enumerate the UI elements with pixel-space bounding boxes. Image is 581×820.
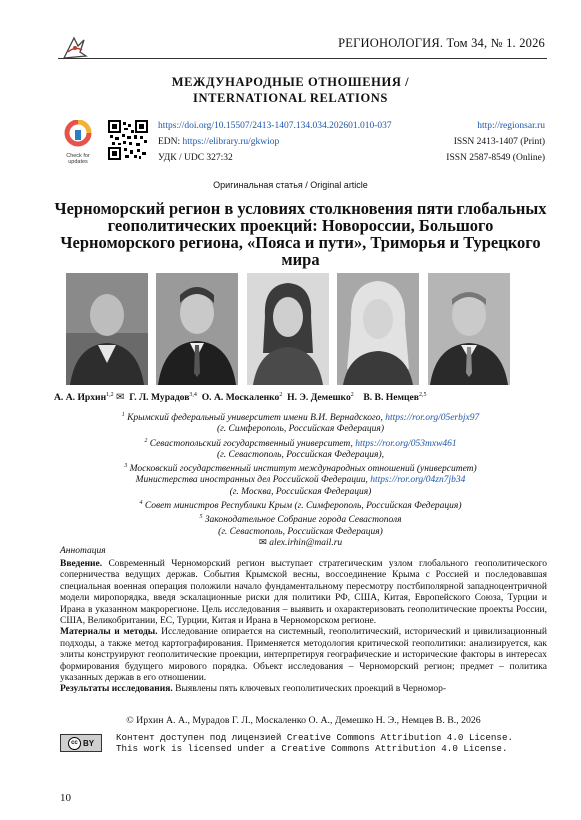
doi-link[interactable]: https://doi.org/10.15507/2413-1407.134.034.202601.010-037 (158, 121, 392, 131)
cc-by-license-badge[interactable] (60, 734, 102, 752)
author-affil-ref: 3,4 (189, 392, 197, 398)
ror-link-3[interactable]: https://ror.org/04zn7jb34 (370, 475, 466, 486)
author-name[interactable]: В. В. Немцев (363, 392, 419, 404)
check-updates-icon (60, 120, 96, 148)
edn-link[interactable]: https://elibrary.ru/gkwiop (182, 137, 280, 147)
license-en: This work is licensed under a Creative Commons Attribution 4.0 License. (116, 742, 508, 754)
abstract-methods: Материалы и методы. Исследование опирается на системный, геополитический, исторический и цивилизационный подходы, а также метод картографирования. Применяется методология критической геополитики: анализируется, как элиты конструируют геополитические проекции, интерпретируя географические и исторические факторы в интересах формирования будущего мирового порядка. Объект исследования – Черноморский регион; предмет – политика указанных держав в его отношении. (60, 627, 548, 684)
cc-badge-by: BY (82, 738, 95, 748)
affiliation-3: $^3$ Московский государственный институт международных отношений (университет) (124, 463, 477, 475)
copyright-notice: © Ирхин А. А., Мурадов Г. Л., Москаленко О. А., Демешко Н. Э., Немцев В. В., 2026 (126, 715, 481, 726)
abstract-results: Результаты исследования. Выявлены пять ключевых геополитических проекций в Черномор- (60, 684, 447, 695)
affiliation-3-city: (г. Москва, Российская Федерация) (229, 486, 372, 497)
license-text (116, 733, 513, 754)
affiliation-1-city: (г. Симферополь, Российская Федерация) (216, 424, 385, 435)
corresponding-email[interactable]: alex.irhin@mail.ru (269, 537, 343, 548)
author-photo-moskalenko (247, 273, 329, 385)
cc-icon: cc (68, 737, 81, 750)
affiliation-1: $^1$ Крымский федеральный университет имени В.И. Вернадского, https://ror.org/05erbjx97 (121, 412, 480, 424)
article-type: Оригинальная статья / Original article (213, 180, 368, 190)
check-updates-label: Check for updates (66, 153, 90, 165)
qr-code-icon (108, 120, 148, 160)
abstract-results-label: Результаты исследования. (60, 684, 173, 695)
section-title-ru: МЕЖДУНАРОДНЫЕ ОТНОШЕНИЯ / (171, 75, 410, 89)
ror-link-2[interactable]: https://ror.org/053mxw461 (355, 438, 457, 449)
section-title-en: INTERNATIONAL RELATIONS (193, 91, 388, 105)
author-name[interactable]: А. А. Ирхин (54, 392, 107, 404)
ror-link-1[interactable]: https://ror.org/05erbjx97 (385, 413, 480, 424)
corresponding-email-line (60, 538, 541, 549)
author-photo-irkhin (66, 273, 148, 385)
author-list (54, 392, 547, 403)
author-photo-nemtsev (428, 273, 510, 385)
abstract-introduction: Введение. Современный Черноморский регион выступает стратегическим узлом глобального геополитического соперничества ведущих держав. События Крымской весны, воссоединение Крыма с Россией и последовавшая специальная военная операция положили начало фундаментальному пересмотру постбиполярной западноцентричной модели миропорядка, введя эскалационные риски для политики РФ, США, Китая, Европейского Союза, Турции и Ирана в указанном макрорегионе. Цель исследования – выявить и охарактеризовать геополитические проекты России, США, Великобритании, ЕС, Турции, Китая и Ирана в Черноморском регионе. (60, 559, 547, 627)
author-name[interactable]: Н. Э. Демешко (287, 392, 351, 404)
affiliation-3-ministry: Министерства иностранных дел Российской Федерации, https://ror.org/04zn7jb34 (135, 475, 466, 486)
abstract-intro-label: Введение. (60, 559, 103, 569)
affiliation-4: $^4$ Совет министров Республики Крым (г. Симферополь, Российская Федерация) (139, 499, 462, 512)
edn-label: EDN: (158, 137, 181, 147)
abstract-methods-label: Материалы и методы. (60, 627, 158, 638)
abstract-body (60, 559, 547, 696)
envelope-icon[interactable]: ✉ (116, 392, 125, 404)
abstract-heading: Аннотация (60, 546, 106, 556)
author-name[interactable]: Г. Л. Мурадов (129, 392, 190, 404)
affiliations (60, 410, 541, 549)
affiliation-2-city: (г. Севастополь, Российская Федерация), (216, 449, 385, 460)
affiliation-5: $^5$ Законодательное Собрание города Севастополя (199, 514, 402, 526)
issn-online: ISSN 2587-8549 (Online) (446, 153, 545, 163)
header-divider (58, 58, 547, 59)
author-affil-ref: 2,5 (418, 392, 427, 398)
author-photo-demeshko (337, 273, 419, 385)
envelope-icon: ✉ (258, 537, 267, 548)
check-for-updates-badge[interactable] (60, 120, 96, 165)
issn-print: ISSN 2413-1407 (Print) (453, 137, 545, 147)
author-affil-ref: 2 (279, 392, 283, 398)
affiliation-5-city: (г. Севастополь, Российская Федерация) (218, 526, 383, 537)
author-affil-ref: 2 (350, 392, 354, 398)
article-title: Черноморский регион в условиях столкновения пяти глобальных геополитических проекций: Новороссии, Большого Черноморского региона, «Пояса и пути», Триморья и Турецкого мира (54, 199, 547, 269)
page-number: 10 (60, 792, 71, 804)
affiliation-2: $^2$ Севастопольский государственный университет, https://ror.org/053mxw461 (144, 437, 457, 449)
edn-line (158, 134, 279, 150)
author-photo-muradov (156, 273, 238, 385)
license-ru: Контент доступен под лицензией Creative Commons Attribution 4.0 License. (116, 732, 513, 743)
author-affil-ref: 1,2 (106, 392, 114, 398)
udk-code: УДК / UDC 327:32 (158, 153, 233, 163)
journal-site-link[interactable]: http://regionsar.ru (477, 121, 545, 131)
author-name[interactable]: О. А. Москаленко (201, 392, 280, 404)
journal-running-header: РЕГИОНОЛОГИЯ. Том 34, № 1. 2026 (338, 36, 545, 50)
